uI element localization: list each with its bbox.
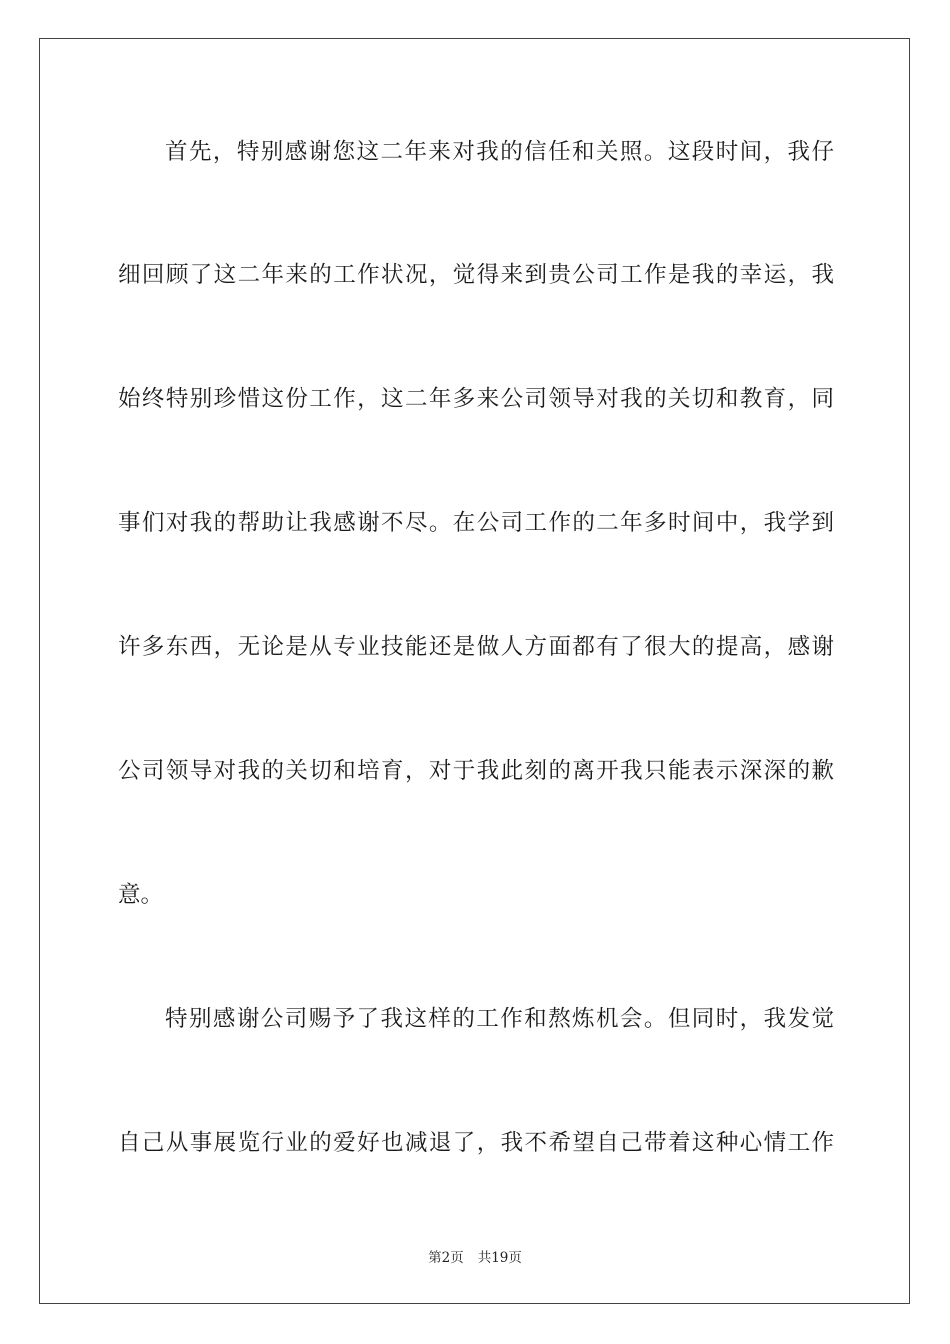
paragraph-1-line-1: 首先，特别感谢您这二年来对我的信任和关照。这段时间，我仔 [165,139,834,165]
paragraph-1-line-5: 许多东西，无论是从专业技能还是做人方面都有了很大的提高，感谢 [118,634,834,660]
paragraph-1-line-2: 细回顾了这二年来的工作状况，觉得来到贵公司工作是我的幸运，我 [118,262,834,288]
total-pages: 共19页 [477,1250,522,1266]
paragraph-1-line-4: 事们对我的帮助让我感谢不尽。在公司工作的二年多时间中，我学到 [118,510,834,536]
paragraph-1-line-6: 公司领导对我的关切和培育，对于我此刻的离开我只能表示深深的歉 [118,758,834,784]
page-footer [0,1248,950,1268]
page-number: 第2页 [428,1250,464,1266]
paragraph-2-line-1: 特别感谢公司赐予了我这样的工作和熬炼机会。但同时，我发觉 [165,1006,834,1032]
paragraph-1-line-7: 意。 [118,882,164,908]
page-border [39,38,910,1304]
paragraph-2-line-2: 自己从事展览行业的爱好也减退了，我不希望自己带着这种心情工作 [118,1130,834,1156]
paragraph-1-line-3: 始终特别珍惜这份工作，这二年多来公司领导对我的关切和教育，同 [118,386,834,412]
